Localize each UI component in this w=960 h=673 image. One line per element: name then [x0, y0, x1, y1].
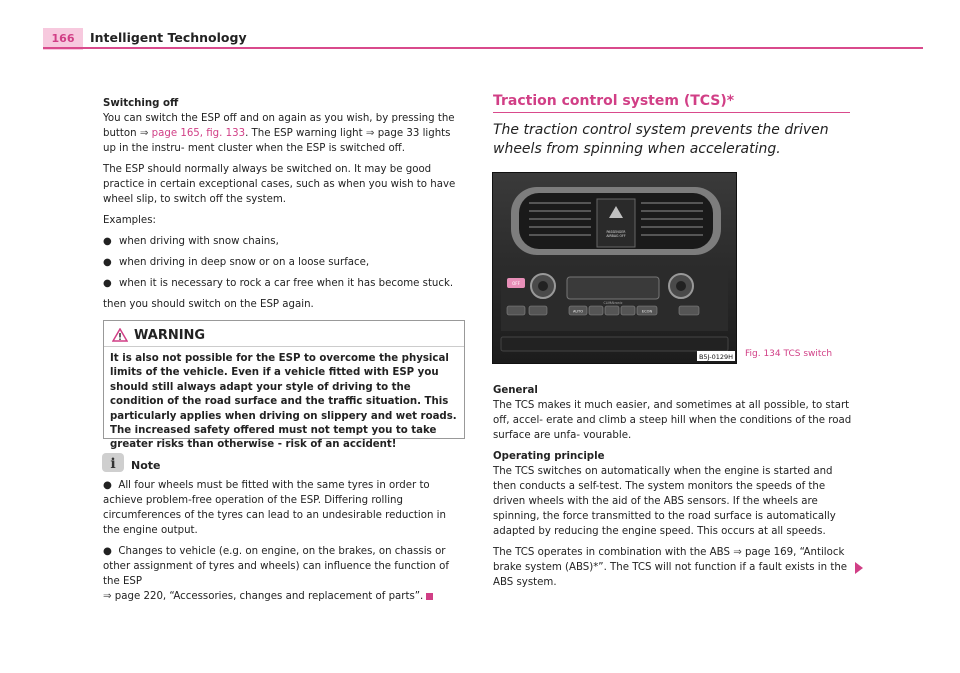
note-body — [103, 478, 465, 610]
list-item: ● Changes to vehicle (e.g. on engine, on the brakes, on chassis or other assignment of tyres and wheels) can influence the function of the ESP ⇒ page 220, “Accessories, changes and replacement of parts”. — [103, 546, 449, 602]
principle-text: The TCS switches on automatically when the engine is started and then conducts a self-test. The system monitors the speeds of the driven wheels with the aid of the ABS sensors. If the wheels are spinning, the force transmitted to the road surface is automatically adapted by reducing the engine speed. This occurs at all speeds. — [493, 466, 836, 537]
page169-ref[interactable]: page 169, “Antilock brake system (ABS)*”. The TCS will not function if a fault exists in the ABS system. — [493, 547, 848, 588]
esp-paragraph: The ESP should normally always be switched on. It may be good practice in certain exceptional cases, such as when you wish to have wheel slip, to switch off the system. — [103, 164, 456, 205]
next-page-arrow-icon[interactable] — [855, 562, 863, 574]
header-rule — [43, 47, 923, 49]
list-item: ● All four wheels must be fitted with the same tyres in order to achieve problem-free operation of the ESP. Differing rolling circumferences of the tyres can lead to an undesirable reduction in the engine output. — [103, 480, 446, 536]
list-item: ● when driving with snow chains, — [103, 236, 279, 247]
climatronic-label: CLIMAtronic — [603, 301, 623, 305]
figure-caption: Fig. 134 TCS switch — [745, 349, 833, 359]
then-text: then you should switch on the ESP again. — [103, 299, 314, 310]
bullet-icon: ● — [103, 236, 112, 247]
general-heading: General — [493, 385, 538, 396]
end-marker-icon — [426, 593, 433, 600]
examples-label: Examples: — [103, 215, 156, 226]
left-column — [103, 96, 465, 318]
arrow-icon: ⇒ — [139, 128, 149, 139]
svg-text:OFF: OFF — [512, 281, 520, 286]
arrow-icon: ⇒ — [733, 547, 742, 558]
page220-ref[interactable]: page 220, “Accessories, changes and replacement of parts”. — [114, 591, 424, 602]
airbag-off-label: AIRBAG OFF — [606, 234, 626, 238]
arrow-icon: ⇒ — [365, 128, 375, 139]
principle-heading: Operating principle — [493, 451, 605, 462]
running-title: Intelligent Technology — [90, 30, 247, 45]
note-title: Note — [131, 459, 161, 472]
bullet-icon: ● — [103, 278, 112, 289]
arrow-icon: ⇒ — [103, 591, 112, 602]
warning-title: WARNING — [134, 328, 206, 343]
right-column — [493, 383, 855, 596]
list-item: ● when driving in deep snow or on a loose surface, — [103, 257, 370, 268]
bullet-icon: ● — [103, 257, 112, 268]
econ-label: ECON — [641, 309, 653, 314]
tcs-switch-figure — [492, 172, 737, 364]
switching-paragraph: You can switch the ESP off and on again as you wish, by pressing the button ⇒ page 165, fig. 133. The ESP warning light ⇒ page 33 lights up in the instru- ment cluster when the ESP is switched off. — [103, 113, 455, 154]
passenger-label: PASSENGER — [606, 230, 626, 234]
bullet-icon: ● — [103, 546, 119, 557]
list-item: ● when it is necessary to rock a car free when it has become stuck. — [103, 278, 454, 289]
figure-code: B5J-0129H — [698, 353, 734, 361]
auto-label: AUTO — [572, 309, 584, 314]
general-text: The TCS makes it much easier, and sometimes at all possible, to start off, accel- erate and climb a steep hill when the conditions of the road surface are unfa- vourable. — [493, 400, 852, 441]
page-number: 166 — [43, 28, 83, 50]
title-rule — [493, 112, 850, 113]
section-title: Traction control system (TCS)* — [493, 93, 735, 109]
page33-ref[interactable]: page 33 lights up in the instru- — [103, 128, 451, 154]
abs-paragraph: The TCS operates in combination with the ABS ⇒ page 169, “Antilock brake system (ABS)*”. The TCS will not function if a fault exists in the ABS system. — [493, 547, 848, 588]
warning-text: It is also not possible for the ESP to overcome the physical limits of the vehicle. Even if a vehicle fitted with ESP you should still always adapt your style of driving to the condition of the road surface and the traffic situation. This particularly applies when driving on slippery and wet roads. The increased safety offered must not tempt you to take greater risks than otherwise - risk of an accident! — [110, 353, 457, 451]
warning-triangle-icon — [112, 328, 128, 342]
lead-text: The traction control system prevents the driven wheels from spinning when accelerating. — [493, 122, 829, 157]
warning-box — [103, 320, 465, 451]
switching-heading: Switching off — [103, 98, 179, 109]
svg-text:i: i — [110, 456, 116, 472]
note-icon — [102, 453, 124, 472]
fig133-link[interactable]: page 165, fig. 133 — [151, 128, 246, 139]
bullet-icon: ● — [103, 480, 119, 491]
dashboard-illustration — [493, 173, 736, 363]
